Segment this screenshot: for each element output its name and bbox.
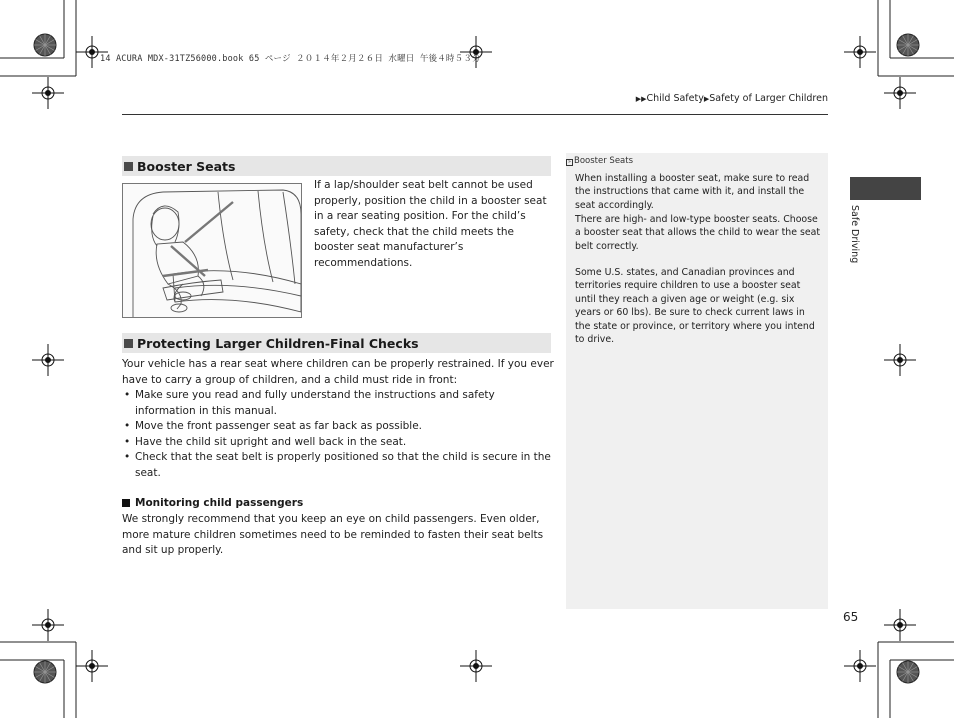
- protecting-intro: Your vehicle has a rear seat where children can be properly restrained. If you ever have to carry a group of children, and a child must ride in front:: [122, 358, 554, 386]
- square-bullet-icon: [124, 162, 133, 171]
- monitoring-heading: [122, 497, 303, 509]
- breadcrumb: [636, 93, 828, 104]
- monitoring-paragraph: We strongly recommend that you keep an eye on child passengers. Even older, more mature children sometimes need to be reminded to fasten their seat belts and sit up properly.: [122, 513, 544, 557]
- breadcrumb-item-child-safety[interactable]: Child Safety: [646, 93, 704, 104]
- sidebar-note-para-3: Some U.S. states, and Canadian provinces and territories require children to use a booster seat until they reach a given age or weight (e.g. six years or 60 lbs). Be sure to check current laws in the state or province, or territory where you intend to drive.: [575, 267, 815, 346]
- square-bullet-icon: [122, 499, 130, 507]
- sidebar-note-para-1: When installing a booster seat, make sure to read the instructions that came with it, and install the seat accordingly.: [575, 173, 810, 211]
- list-item: • Check that the seat belt is properly positioned so that the child is secure in the seat.: [122, 450, 554, 481]
- protecting-children-heading-text: Protecting Larger Children-Final Checks: [137, 335, 419, 351]
- arrow-icon: ▶: [703, 95, 710, 103]
- sidebar-note-title: [566, 156, 633, 166]
- list-item: • Move the front passenger seat as far back as possible.: [122, 419, 554, 435]
- page-number: 65: [843, 610, 859, 624]
- sidebar-note-para-2: There are high- and low-type booster seats. Choose a booster seat that allows the child to wear the seat belt correctly.: [575, 214, 821, 252]
- final-checks-list: [122, 388, 554, 482]
- double-arrow-icon: ▶▶: [635, 95, 647, 103]
- header-rule: [122, 114, 828, 115]
- section-tab-label: Safe Driving: [849, 205, 860, 264]
- print-file-header: 14 ACURA MDX-31TZ56000.book 65 ページ ２０１４年２月２６日 水曜日 午後４時５３分: [100, 54, 481, 64]
- reference-icon: »: [567, 159, 572, 165]
- booster-seats-heading-text: Booster Seats: [137, 158, 236, 174]
- square-bullet-icon: [124, 339, 133, 348]
- child-booster-seat-illustration: [122, 183, 302, 318]
- section-tab[interactable]: [850, 177, 921, 200]
- booster-seats-heading: [122, 156, 551, 176]
- protecting-children-heading: [122, 333, 551, 353]
- sidebar-note-title-text: Booster Seats: [574, 156, 634, 166]
- monitoring-heading-text: Monitoring child passengers: [135, 497, 304, 509]
- list-item: • Make sure you read and fully understand the instructions and safety information in this manual.: [122, 388, 554, 419]
- breadcrumb-item-larger-children[interactable]: Safety of Larger Children: [709, 93, 828, 104]
- list-item: • Have the child sit upright and well back in the seat.: [122, 435, 554, 451]
- booster-seats-paragraph: If a lap/shoulder seat belt cannot be used properly, position the child in a booster seat in a rear seating position. For the child’s safety, check that the child meets the booster seat manufacturer’s recommendations.: [314, 179, 547, 269]
